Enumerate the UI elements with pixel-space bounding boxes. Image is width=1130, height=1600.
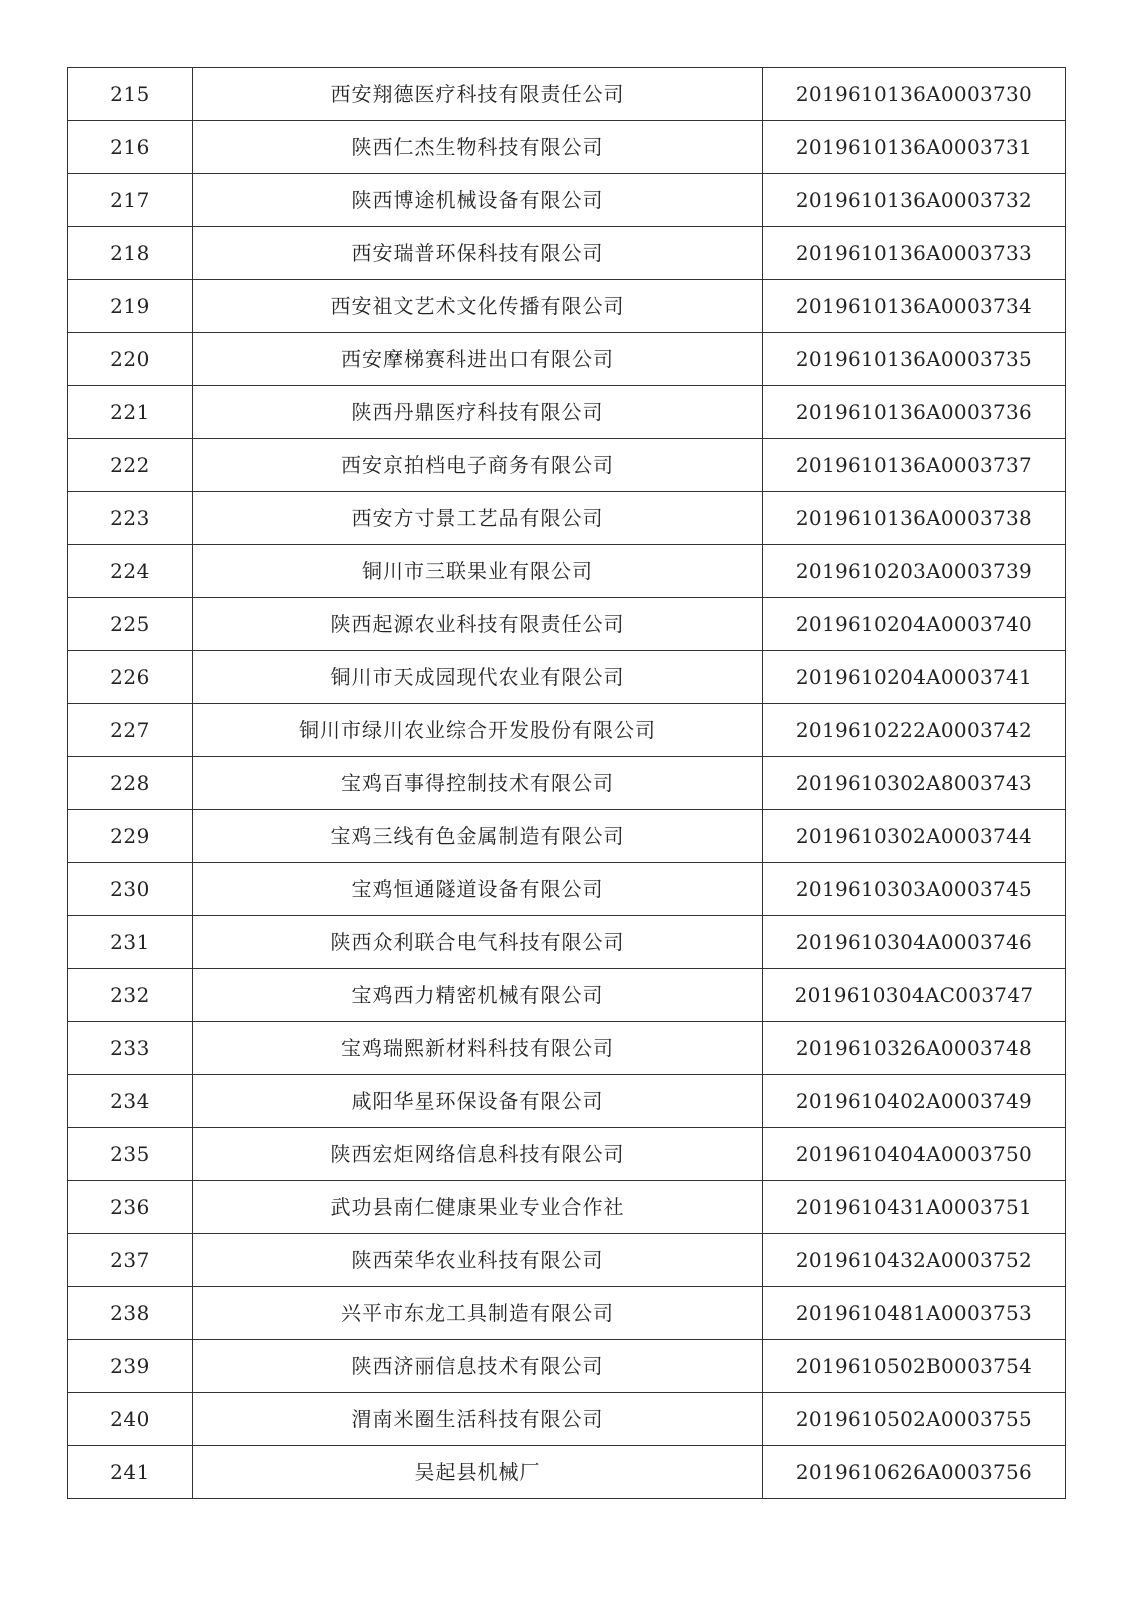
- registration-code: 2019610136A0003733: [763, 227, 1066, 280]
- table-row: [68, 1340, 1066, 1393]
- registration-code: 2019610303A0003745: [763, 863, 1066, 916]
- registration-code: 2019610502B0003754: [763, 1340, 1066, 1393]
- company-registry-table: [67, 67, 1066, 1499]
- table-row: [68, 863, 1066, 916]
- registration-code: 2019610481A0003753: [763, 1287, 1066, 1340]
- company-name: 铜川市绿川农业综合开发股份有限公司: [193, 704, 763, 757]
- registration-code: 2019610136A0003736: [763, 386, 1066, 439]
- company-name: 西安瑞普环保科技有限公司: [193, 227, 763, 280]
- row-number: 234: [68, 1075, 193, 1128]
- registration-code: 2019610204A0003740: [763, 598, 1066, 651]
- company-name: 陕西博途机械设备有限公司: [193, 174, 763, 227]
- company-name: 陕西宏炬网络信息科技有限公司: [193, 1128, 763, 1181]
- row-number: 237: [68, 1234, 193, 1287]
- registration-code: 2019610304A0003746: [763, 916, 1066, 969]
- table-row: [68, 1393, 1066, 1446]
- row-number: 219: [68, 280, 193, 333]
- table-row: [68, 545, 1066, 598]
- company-name: 西安京拍档电子商务有限公司: [193, 439, 763, 492]
- registration-code: 2019610502A0003755: [763, 1393, 1066, 1446]
- table-row: [68, 439, 1066, 492]
- row-number: 222: [68, 439, 193, 492]
- table-row: [68, 333, 1066, 386]
- registration-code: 2019610136A0003731: [763, 121, 1066, 174]
- table-row: [68, 704, 1066, 757]
- table-row: [68, 598, 1066, 651]
- company-name: 宝鸡百事得控制技术有限公司: [193, 757, 763, 810]
- row-number: 228: [68, 757, 193, 810]
- registration-code: 2019610626A0003756: [763, 1446, 1066, 1499]
- row-number: 227: [68, 704, 193, 757]
- registration-code: 2019610302A8003743: [763, 757, 1066, 810]
- table-row: [68, 916, 1066, 969]
- company-name: 渭南米圈生活科技有限公司: [193, 1393, 763, 1446]
- registration-code: 2019610402A0003749: [763, 1075, 1066, 1128]
- table-row: [68, 1022, 1066, 1075]
- company-name: 陕西仁杰生物科技有限公司: [193, 121, 763, 174]
- table-row: [68, 810, 1066, 863]
- row-number: 224: [68, 545, 193, 598]
- row-number: 225: [68, 598, 193, 651]
- company-name: 宝鸡三线有色金属制造有限公司: [193, 810, 763, 863]
- registration-code: 2019610203A0003739: [763, 545, 1066, 598]
- company-name: 西安摩梯赛科进出口有限公司: [193, 333, 763, 386]
- company-name: 陕西丹鼎医疗科技有限公司: [193, 386, 763, 439]
- table-row: [68, 386, 1066, 439]
- company-name: 武功县南仁健康果业专业合作社: [193, 1181, 763, 1234]
- table-row: [68, 1128, 1066, 1181]
- company-name: 陕西济丽信息技术有限公司: [193, 1340, 763, 1393]
- table-row: [68, 757, 1066, 810]
- table-row: [68, 1287, 1066, 1340]
- row-number: 223: [68, 492, 193, 545]
- row-number: 238: [68, 1287, 193, 1340]
- row-number: 241: [68, 1446, 193, 1499]
- registration-code: 2019610136A0003732: [763, 174, 1066, 227]
- row-number: 236: [68, 1181, 193, 1234]
- company-name: 宝鸡恒通隧道设备有限公司: [193, 863, 763, 916]
- row-number: 240: [68, 1393, 193, 1446]
- registration-code: 2019610136A0003734: [763, 280, 1066, 333]
- company-name: 陕西起源农业科技有限责任公司: [193, 598, 763, 651]
- table-row: [68, 1075, 1066, 1128]
- row-number: 233: [68, 1022, 193, 1075]
- table-row: [68, 492, 1066, 545]
- table-row: [68, 280, 1066, 333]
- table-row: [68, 1446, 1066, 1499]
- registration-code: 2019610222A0003742: [763, 704, 1066, 757]
- table-row: [68, 121, 1066, 174]
- registration-code: 2019610136A0003738: [763, 492, 1066, 545]
- row-number: 220: [68, 333, 193, 386]
- table-row: [68, 174, 1066, 227]
- table-row: [68, 651, 1066, 704]
- company-name: 西安祖文艺术文化传播有限公司: [193, 280, 763, 333]
- company-name: 西安翔德医疗科技有限责任公司: [193, 68, 763, 121]
- row-number: 226: [68, 651, 193, 704]
- registration-code: 2019610136A0003737: [763, 439, 1066, 492]
- registration-code: 2019610404A0003750: [763, 1128, 1066, 1181]
- row-number: 229: [68, 810, 193, 863]
- row-number: 235: [68, 1128, 193, 1181]
- registration-code: 2019610432A0003752: [763, 1234, 1066, 1287]
- row-number: 218: [68, 227, 193, 280]
- registration-code: 2019610304AC003747: [763, 969, 1066, 1022]
- table-row: [68, 1181, 1066, 1234]
- registration-code: 2019610431A0003751: [763, 1181, 1066, 1234]
- table-row: [68, 227, 1066, 280]
- company-name: 宝鸡西力精密机械有限公司: [193, 969, 763, 1022]
- company-name: 咸阳华星环保设备有限公司: [193, 1075, 763, 1128]
- registration-code: 2019610302A0003744: [763, 810, 1066, 863]
- company-name: 陕西众利联合电气科技有限公司: [193, 916, 763, 969]
- table-row: [68, 969, 1066, 1022]
- company-name: 兴平市东龙工具制造有限公司: [193, 1287, 763, 1340]
- company-name: 西安方寸景工艺品有限公司: [193, 492, 763, 545]
- row-number: 232: [68, 969, 193, 1022]
- registration-code: 2019610136A0003735: [763, 333, 1066, 386]
- row-number: 239: [68, 1340, 193, 1393]
- company-name: 陕西荣华农业科技有限公司: [193, 1234, 763, 1287]
- row-number: 230: [68, 863, 193, 916]
- registration-code: 2019610136A0003730: [763, 68, 1066, 121]
- row-number: 221: [68, 386, 193, 439]
- row-number: 231: [68, 916, 193, 969]
- table-row: [68, 1234, 1066, 1287]
- registration-code: 2019610326A0003748: [763, 1022, 1066, 1075]
- row-number: 217: [68, 174, 193, 227]
- company-name: 宝鸡瑞熙新材料科技有限公司: [193, 1022, 763, 1075]
- company-name: 铜川市天成园现代农业有限公司: [193, 651, 763, 704]
- table-row: [68, 68, 1066, 121]
- row-number: 216: [68, 121, 193, 174]
- registry-table-body: [68, 68, 1066, 1499]
- registration-code: 2019610204A0003741: [763, 651, 1066, 704]
- company-name: 吴起县机械厂: [193, 1446, 763, 1499]
- company-name: 铜川市三联果业有限公司: [193, 545, 763, 598]
- row-number: 215: [68, 68, 193, 121]
